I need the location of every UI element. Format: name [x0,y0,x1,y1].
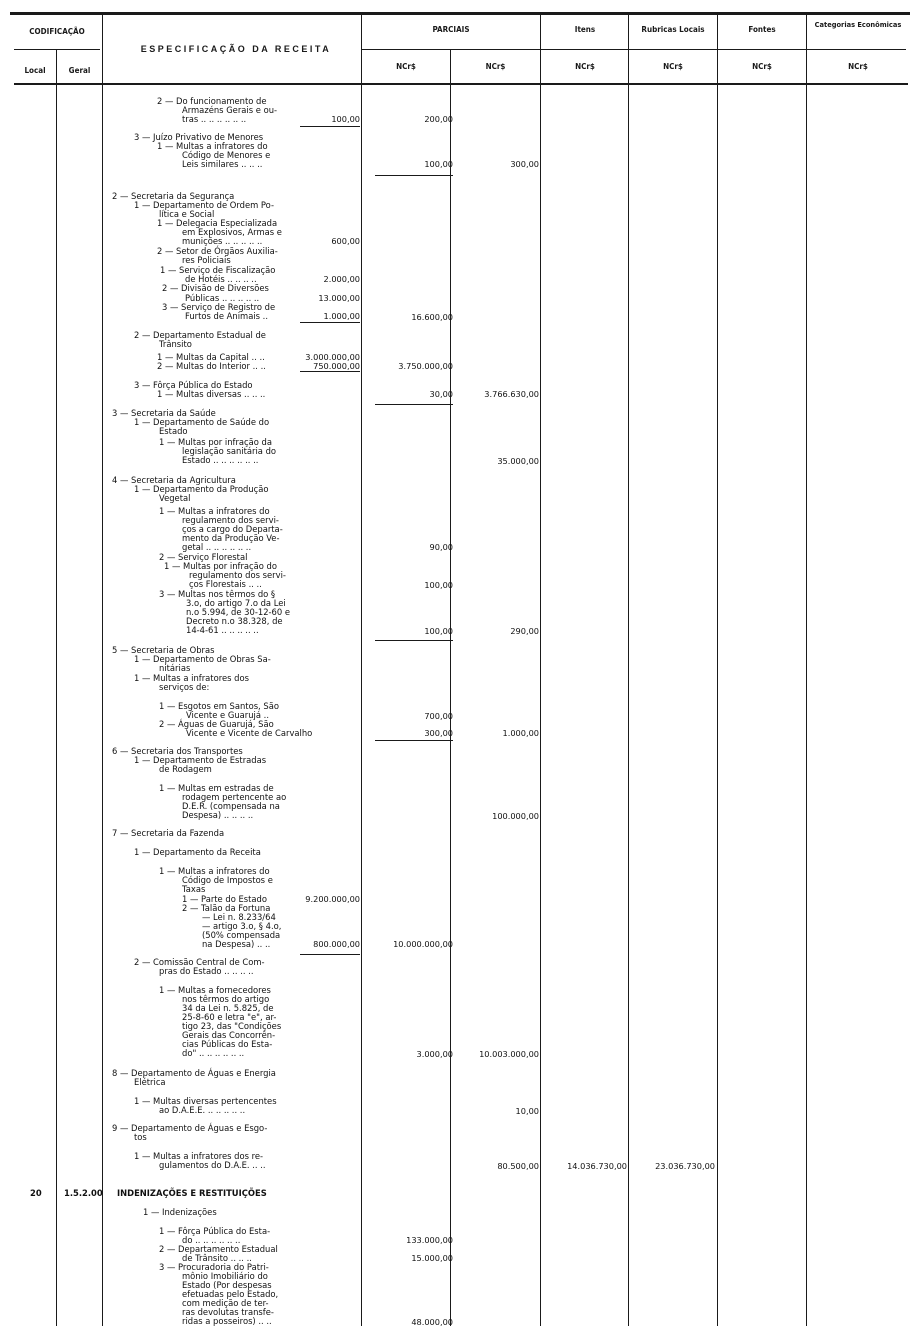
value-cell: 100,00 [424,580,453,590]
spec-line: n.o 5.994, de 30-12-60 e [186,607,291,617]
value-cell: 10.000.000,00 [393,939,453,949]
value-cell: 800.000,00 [313,939,360,949]
value-cell: 100,00 [331,114,360,124]
spec-line: pras do Estado .. .. .. .. [159,966,254,976]
value-cell: 13.000,00 [318,293,360,303]
value-cell: 48.000,00 [411,1317,453,1327]
spec-line: 34 da Lei n. 5.825, de [182,1003,274,1013]
spec-line: serviços de: [159,682,210,692]
subtotal-rule [300,371,360,372]
spec-line: de Rodagem [159,764,212,774]
spec-line: 2 — Departamento Estadual de [134,330,266,340]
spec-line: 9 — Departamento de Águas e Esgo- [112,1123,268,1133]
spec-line: 7 — Secretaria da Fazenda [112,828,225,838]
spec-line: 2 — Secretaria da Segurança [112,191,235,201]
header-top-rule [10,12,910,15]
spec-line: Despesa) .. .. .. .. [182,810,254,820]
spec-line: mento da Produção Ve- [182,533,280,543]
spec-line: 4 — Secretaria da Agricultura [112,475,236,485]
header-especificacao: ESPECIFICAÇÃO DA RECEITA [140,44,332,54]
spec-line: 1 — Multas a infratores dos re- [134,1151,264,1161]
spec-line: 3 — Serviço de Registro de [162,302,276,312]
spec-line: 1 — Multas diversas .. .. .. [157,389,266,399]
code-local: 20 [30,1188,42,1198]
value-cell: 3.000.000,00 [305,352,360,362]
currency-rubricas: NCr$ [663,62,683,71]
spec-line: 2 — Águas de Guarujá, São [159,719,274,729]
spec-line: D.E.R. (compensada na [182,801,280,811]
spec-line: efetuadas pelo Estado, [182,1289,279,1299]
spec-line: Leis similares .. .. .. [182,159,263,169]
subtotal-rule [300,954,360,955]
spec-line: Estado .. .. .. .. .. .. [182,455,259,465]
spec-line: Código de Menores e [182,150,271,160]
value-cell: 750.000,00 [313,361,360,371]
spec-line: de Hotéis .. .. .. .. [185,274,257,284]
value-cell: 300,00 [510,159,539,169]
header-codificacao: CODIFICAÇÃO [29,27,85,36]
spec-line: getal .. .. .. .. .. .. [182,542,252,552]
subtotal-rule [375,740,453,741]
spec-line: em Explosivos, Armas e [182,227,282,237]
spec-line: nitárias [159,663,191,673]
spec-line: ras devolutas transfe- [182,1307,274,1317]
spec-line: 3 — Fôrça Pública do Estado [134,380,253,390]
value-cell: 90,00 [429,542,453,552]
value-cell: 14.036.730,00 [567,1161,627,1171]
spec-line: do .. .. .. .. .. .. [182,1235,241,1245]
spec-line: 1 — Parte do Estado [182,894,267,904]
spec-line: 3 — Procuradoria do Patri- [159,1262,269,1272]
header-local: Local [24,66,46,75]
spec-line: regulamento dos servi- [182,515,279,525]
value-cell: 15.000,00 [411,1253,453,1263]
spec-line: 1 — Multas por infração da [159,437,273,447]
value-cell: 35.000,00 [497,456,539,466]
spec-line: 14-4-61 .. .. .. .. .. [186,625,259,635]
spec-line: 3 — Secretaria da Saúde [112,408,216,418]
spec-line: 2 — Comissão Central de Com- [134,957,265,967]
col-rule-rubricas [717,15,718,1326]
header-sub-rule [14,49,100,50]
spec-line: 1 — Multas a infratores do [157,141,268,151]
spec-line: 8 — Departamento de Águas e Energia [112,1068,276,1078]
spec-line: Decreto n.o 38.328, de [186,616,283,626]
value-cell: 80.500,00 [497,1161,539,1171]
spec-line: Taxas [182,884,206,894]
spec-line: Vicente e Vicente de Carvalho [186,728,313,738]
header-bottom-rule [14,83,908,85]
value-cell: 100,00 [424,159,453,169]
value-cell: 10,00 [515,1106,539,1116]
spec-line: cias Públicas do Esta- [182,1039,273,1049]
spec-line: 1 — Esgotos em Santos, São [159,701,279,711]
header-parciais: PARCIAIS [432,25,470,34]
spec-line: gulamentos do D.A.E. .. .. [159,1160,266,1170]
subtotal-rule [300,126,360,127]
spec-line: 2 — Setor de Órgãos Auxilia- [157,246,278,256]
spec-line: 3 — Multas nos têrmos do § [159,589,276,599]
subtotal-rule [375,404,453,405]
spec-line: Vicente e Guarujá .. [186,710,269,720]
header-sub-rule-right [362,49,906,50]
value-cell: 9.200.000,00 [305,894,360,904]
spec-line: ços a cargo do Departa- [182,524,283,534]
spec-line: nos têrmos do artigo [182,994,270,1004]
spec-line: tos [134,1132,147,1142]
value-cell: 100,00 [424,626,453,636]
value-cell: 1.000,00 [323,311,360,321]
spec-line: 1 — Departamento de Obras Sa- [134,654,271,664]
spec-line: 2 — Multas do Interior .. .. [157,361,266,371]
spec-line: — Lei n. 8.233/64 [202,912,276,922]
spec-line: regulamento dos servi- [189,570,286,580]
value-cell: 30,00 [429,389,453,399]
spec-line: INDENIZAÇÕES E RESTITUIÇÕES [117,1188,267,1198]
col-rule-fontes [806,15,807,1326]
spec-line: 1 — Indenizações [143,1207,217,1217]
spec-line: 3.o, do artigo 7.o da Lei [186,598,286,608]
value-cell: 200,00 [424,114,453,124]
spec-line: 2 — Talão da Fortuna [182,903,271,913]
spec-line: legislação sanitária do [182,446,277,456]
value-cell: 16.600,00 [411,312,453,322]
spec-line: Trânsito [159,339,192,349]
currency-fontes: NCr$ [752,62,772,71]
spec-line: 2 — Divisão de Diversões [162,283,269,293]
spec-line: 1 — Multas a fornecedores [159,985,271,995]
spec-line: de Trânsito .. .. .. [182,1253,252,1263]
value-cell: 1.000,00 [502,728,539,738]
value-cell: 600,00 [331,236,360,246]
spec-line: tigo 23, das "Condições [182,1021,282,1031]
spec-line: rodagem pertencente ao [182,792,287,802]
header-rubricas: Rubricas Locais [641,25,705,34]
spec-line: ao D.A.E.E. .. .. .. .. .. [159,1105,246,1115]
header-fontes: Fontes [748,25,776,34]
currency-categorias: NCr$ [848,62,868,71]
subtotal-rule [300,322,360,323]
spec-line: Código de Impostos e [182,875,273,885]
spec-line: Armazéns Gerais e ou- [182,105,278,115]
currency-parciais-2: NCr$ [485,62,506,71]
col-rule-local [56,50,57,1326]
col-rule-itens [628,15,629,1326]
spec-line: 6 — Secretaria dos Transportes [112,746,243,756]
spec-line: — artigo 3.o, § 4.o, [202,921,282,931]
value-cell: 100.000,00 [492,811,539,821]
spec-line: 3 — Juízo Privativo de Menores [134,132,264,142]
spec-line: 1 — Serviço de Fiscalização [160,265,276,275]
spec-line: com medição de ter- [182,1298,269,1308]
spec-line: munições .. .. .. .. .. [182,236,263,246]
header-geral: Geral [68,66,91,75]
value-cell: 300,00 [424,728,453,738]
header-categorias [808,21,908,29]
col-rule-spec [361,15,362,1326]
header-itens: Itens [574,25,596,34]
currency-itens: NCr$ [575,62,595,71]
spec-line: 25-8-60 e letra "e", ar- [182,1012,277,1022]
col-rule-geral [102,15,103,1326]
spec-line: 5 — Secretaria de Obras [112,645,215,655]
spec-line: 1 — Departamento da Receita [134,847,261,857]
spec-line: 2 — Serviço Florestal [159,552,248,562]
spec-line: do" .. .. .. .. .. .. [182,1048,245,1058]
spec-line: 1 — Multas a infratores dos [134,673,249,683]
spec-line: Vegetal [159,493,191,503]
spec-line: lítica e Social [159,209,215,219]
value-cell: 700,00 [424,711,453,721]
spec-line: 1 — Departamento de Saúde do [134,417,270,427]
spec-line: na Despesa) .. .. [202,939,271,949]
subtotal-rule [375,640,453,641]
spec-line: 1 — Delegacia Especializada [157,218,278,228]
spec-line: 1 — Multas da Capital .. .. [157,352,265,362]
spec-line: res Policiais [182,255,231,265]
spec-line: Furtos de Animais .. [185,311,269,321]
spec-line: ridas a posseiros) .. .. [182,1316,272,1326]
spec-line: Gerais das Concorrên- [182,1030,276,1040]
value-cell: 10.003.000,00 [479,1049,539,1059]
value-cell: 290,00 [510,626,539,636]
code-geral: 1.5.2.00 [64,1188,103,1198]
spec-line: 1 — Multas a infratores do [159,866,270,876]
spec-line: Públicas .. .. .. .. .. [185,293,260,303]
spec-line: Estado [159,426,188,436]
value-cell: 23.036.730,00 [655,1161,715,1171]
spec-line: (50% compensada [202,930,281,940]
spec-line: 1 — Fôrça Pública do Esta- [159,1226,271,1236]
value-cell: 3.766.630,00 [484,389,539,399]
value-cell: 3.750.000,00 [398,361,453,371]
spec-line: 1 — Multas diversas pertencentes [134,1096,277,1106]
spec-line: 2 — Departamento Estadual [159,1244,278,1254]
spec-line: 1 — Departamento da Produção [134,484,269,494]
spec-line: Estado (Por despesas [182,1280,272,1290]
value-cell: 3.000,00 [416,1049,453,1059]
spec-line: 1 — Departamento de Ordem Po- [134,200,274,210]
currency-parciais-1: NCr$ [396,62,416,71]
subtotal-rule [375,175,453,176]
col-rule-parciais-mid [450,50,451,1326]
spec-line: 1 — Multas a infratores do [159,506,270,516]
spec-line: tras .. .. .. .. .. .. [182,114,247,124]
spec-line: 2 — Do funcionamento de [157,96,267,106]
col-rule-parciais [540,15,541,1326]
spec-line: 1 — Multas em estradas de [159,783,274,793]
spec-line: Elétrica [134,1077,166,1087]
value-cell: 2.000,00 [323,274,360,284]
spec-line: 1 — Multas por infração do [164,561,277,571]
header-categorias-label: Categorias Econômicas [814,20,902,29]
spec-line: mônio Imobiliário do [182,1271,268,1281]
value-cell: 133.000,00 [406,1235,453,1245]
spec-line: 1 — Departamento de Estradas [134,755,267,765]
spec-line: ços Florestais .. .. [189,579,262,589]
